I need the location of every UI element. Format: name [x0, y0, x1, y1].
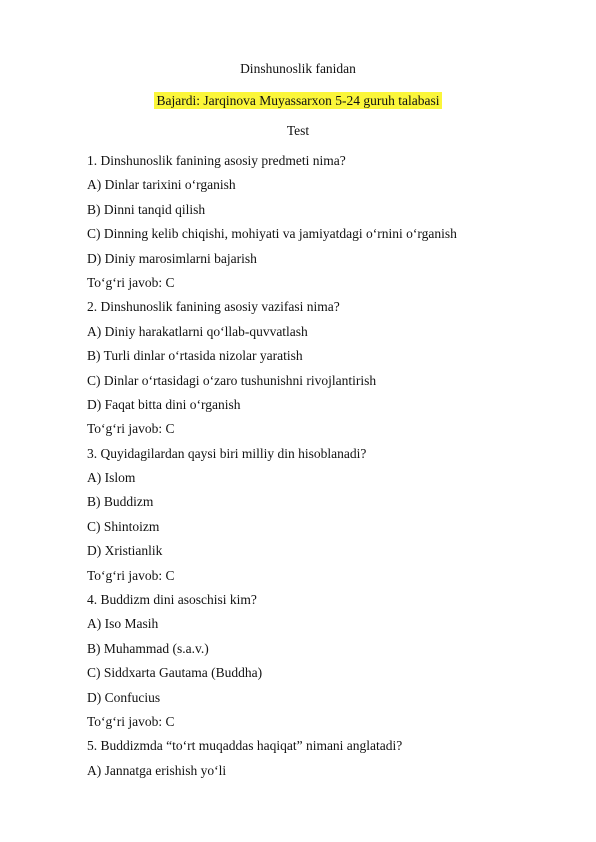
q1-answer: To‘g‘ri javob: C [87, 274, 175, 290]
q4-answer: To‘g‘ri javob: C [87, 713, 175, 729]
author-highlight: Bajardi: Jarqinova Muyassarxon 5-24 guruh talabasi [156, 93, 440, 108]
q4-option-a: A) Iso Masih [87, 616, 159, 632]
author-line [0, 92, 596, 110]
q2-option-a: A) Diniy harakatlarni qo‘llab-quvvatlash [87, 323, 308, 339]
q4-option-d: D) Confucius [87, 689, 161, 705]
q2-answer: To‘g‘ri javob: C [87, 421, 175, 437]
question-5: 5. Buddizmda “to‘rt muqaddas haqiqat” nimani anglatadi? [87, 738, 403, 754]
document-title: Dinshunoslik fanidan [240, 61, 356, 76]
q1-option-b: B) Dinni tanqid qilish [87, 201, 206, 217]
q1-option-d: D) Diniy marosimlarni bajarish [87, 250, 257, 266]
q5-option-a: A) Jannatga erishish yo‘li [87, 762, 227, 778]
q2-option-c: C) Dinlar o‘rtasidagi o‘zaro tushunishni rivojlantirish [87, 372, 377, 388]
q4-option-c: C) Siddxarta Gautama (Buddha) [87, 665, 263, 681]
q3-option-b: B) Buddizm [87, 494, 154, 510]
question-list [87, 152, 567, 786]
question-2: 2. Dinshunoslik fanining asosiy vazifasi nima? [87, 299, 340, 315]
q2-option-d: D) Faqat bitta dini o‘rganish [87, 396, 241, 412]
q1-option-c: C) Dinning kelib chiqishi, mohiyati va jamiyatdagi o‘rnini o‘rganish [87, 226, 457, 242]
q4-option-b: B) Muhammad (s.a.v.) [87, 640, 209, 656]
q3-option-a: A) Islom [87, 470, 136, 486]
q3-answer: To‘g‘ri javob: C [87, 567, 175, 583]
q2-option-b: B) Turli dinlar o‘rtasida nizolar yaratish [87, 348, 303, 364]
question-1: 1. Dinshunoslik fanining asosiy predmeti nima? [87, 153, 346, 168]
q3-option-d: D) Xristianlik [87, 543, 163, 559]
question-3: 3. Quyidagilardan qaysi biri milliy din hisoblanadi? [87, 445, 367, 461]
document-subtitle: Test [286, 123, 310, 138]
q3-option-c: C) Shintoizm [87, 518, 160, 534]
q1-option-a: A) Dinlar tarixini o‘rganish [87, 177, 236, 193]
question-4: 4. Buddizm dini asoschisi kim? [87, 592, 257, 608]
